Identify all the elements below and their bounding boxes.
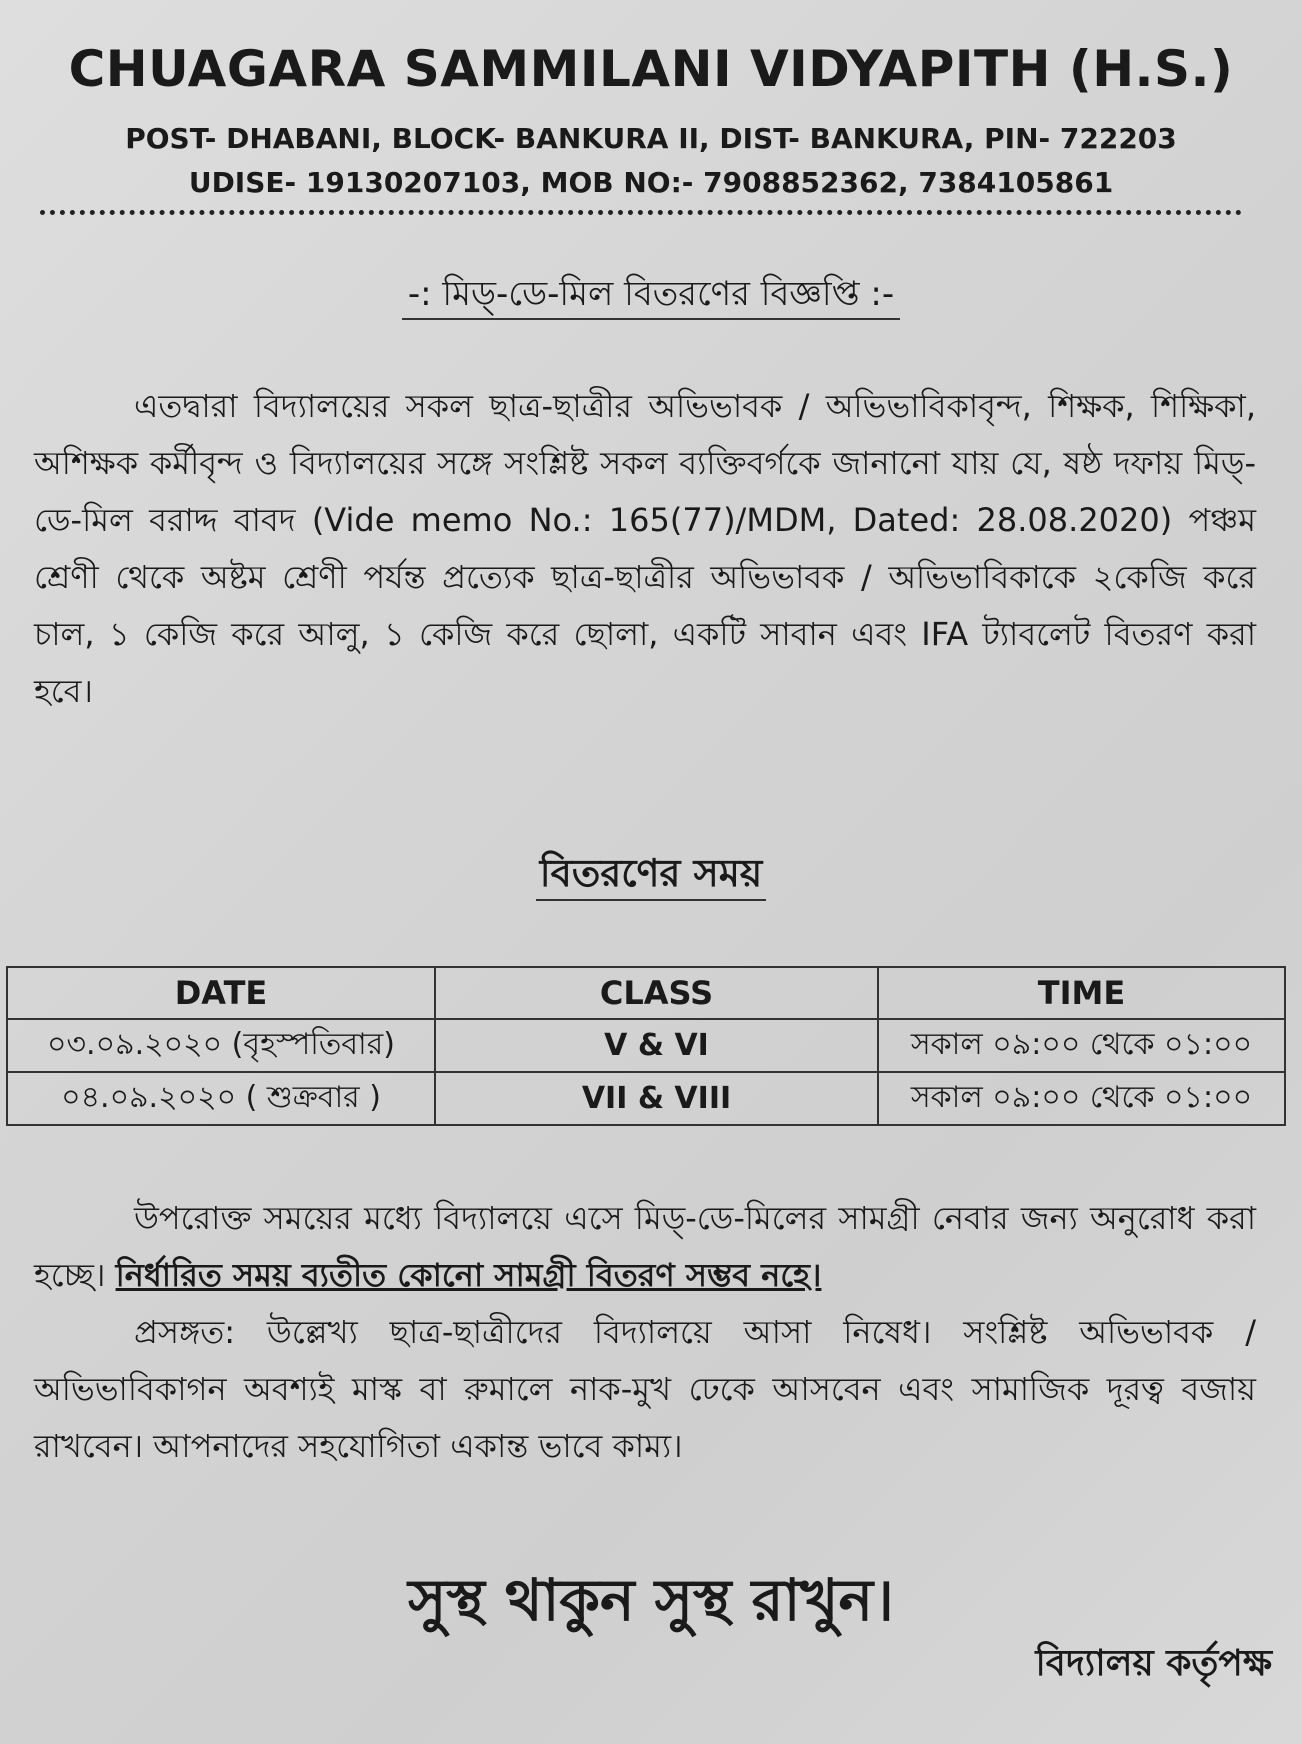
row-time: সকাল ০৯:০০ থেকে ০১:০০	[878, 1072, 1285, 1125]
notice-title-wrap	[0, 268, 1302, 325]
row-class: V & VI	[435, 1019, 878, 1072]
notice-title: -: মিড্-ডে-মিল বিতরণের বিজ্ঞপ্তি :-	[402, 274, 900, 320]
closing-paragraph	[34, 1190, 1256, 1304]
closing-request: উপরোক্ত সময়ের মধ্যে বিদ্যালয়ে এসে মিড্-ডে-মিলের সামগ্রী নেবার জন্য অনুরোধ করা হচ্ছে।	[34, 1199, 1256, 1294]
row-class: VII & VIII	[435, 1072, 878, 1125]
header-divider	[40, 210, 1242, 215]
table-header-row	[7, 967, 1285, 1019]
column-header-date: DATE	[7, 967, 435, 1019]
row-date: ০৪.০৯.২০২০ ( শুক্রবার )	[7, 1072, 435, 1125]
row-time: সকাল ০৯:০০ থেকে ০১:০০	[878, 1019, 1285, 1072]
table-row	[7, 1019, 1285, 1072]
closing-emphasis: নির্ধারিত সময় ব্যতীত কোনো সামগ্রী বিতরণ সম্ভব নহে।	[115, 1256, 822, 1294]
schedule-title-wrap	[0, 844, 1302, 908]
closing-advisory: প্রসঙ্গত: উল্লেখ্য ছাত্র-ছাত্রীদের বিদ্যালয়ে আসা নিষেধ। সংশ্লিষ্ট অভিভাবক / অভিভাবিকাগন অবশ্যই মাস্ক বা রুমালে নাক-মুখ ঢেকে আসবেন এবং সামাজিক দূরত্ব বজায় রাখবেন। আপনাদের সহযোগিতা একান্ত ভাবে কাম্য।	[34, 1313, 1256, 1465]
schedule-title: বিতরণের সময়	[536, 851, 766, 901]
authority-signature: বিদ্যালয় কর্তৃপক্ষ	[1035, 1643, 1272, 1684]
notice-paragraph: এতদ্বারা বিদ্যালয়ের সকল ছাত্র-ছাত্রীর অভিভাবক / অভিভাবিকাবৃন্দ, শিক্ষক, শিক্ষিকা, অশিক্ষক কর্মীবৃন্দ ও বিদ্যালয়ের সঙ্গে সংশ্লিষ্ট সকল ব্যক্তিবর্গকে জানানো যায় যে, ষষ্ঠ দফায় মিড্-ডে-মিল বরাদ্দ বাবদ (Vide memo No.: 165(77)/MDM, Dated: 28.08.2020) পঞ্চম শ্রেণী থেকে অষ্টম শ্রেণী পর্যন্ত প্রত্যেক ছাত্র-ছাত্রীর অভিভাবক / অভিভাবিকাকে ২কেজি করে চাল, ১ কেজি করে আলু, ১ কেজি করে ছোলা, একটি সাবান এবং IFA ট্যাবলেট বিতরণ করা হবে।	[34, 387, 1256, 710]
column-header-time: TIME	[878, 967, 1285, 1019]
schedule-table	[6, 966, 1286, 1126]
closing-body	[34, 1190, 1256, 1475]
row-date: ০৩.০৯.২০২০ (বৃহস্পতিবার)	[7, 1019, 435, 1072]
school-name: CHUAGARA SAMMILANI VIDYAPITH (H.S.)	[68, 40, 1234, 98]
health-slogan: সুস্থ থাকুন সুস্থ রাখুন।	[408, 1566, 894, 1634]
column-header-class: CLASS	[435, 967, 878, 1019]
school-contact: UDISE- 19130207103, MOB NO:- 7908852362, 7384105861	[188, 166, 1114, 199]
notice-body	[34, 378, 1256, 720]
table-row	[7, 1072, 1285, 1125]
school-address: POST- DHABANI, BLOCK- BANKURA II, DIST- BANKURA, PIN- 722203	[125, 122, 1177, 155]
